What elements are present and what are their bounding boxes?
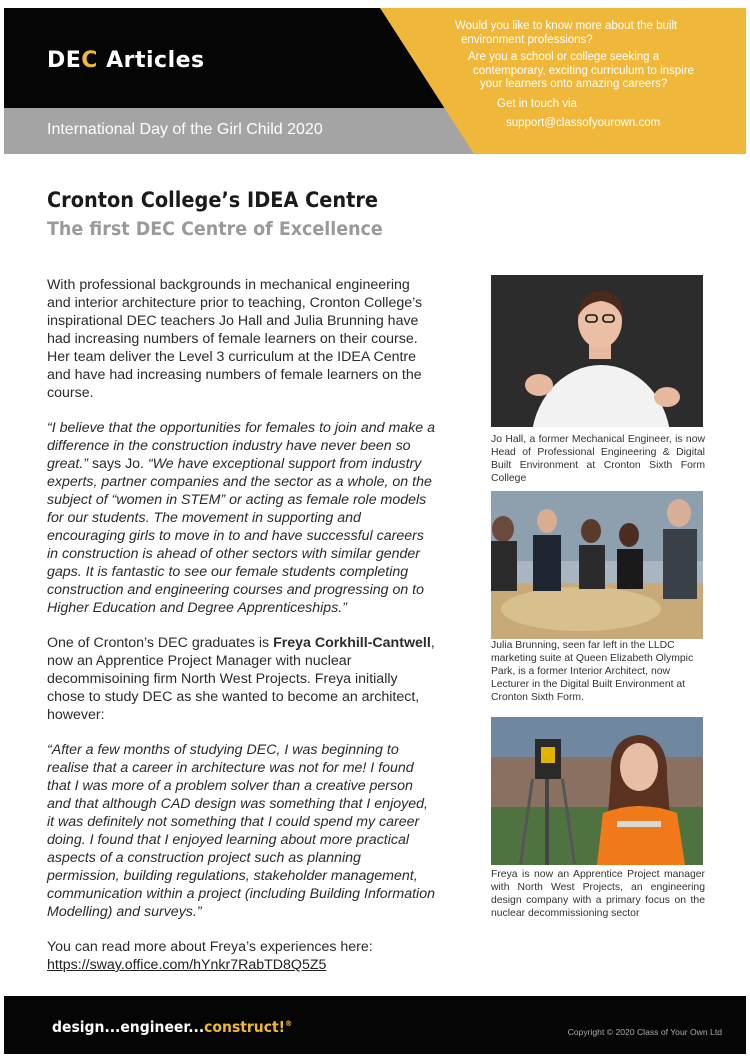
tagline-part: design...engineer... bbox=[52, 1018, 205, 1036]
quote-attribution: says Jo. bbox=[88, 456, 148, 472]
paragraph-freya-quote: “After a few months of studying DEC, I was beginning to realise that a career in architecture was not for me! I found that I was more of a problem solver than a creative person and that although CAD design was something that I enjoyed, it was definitely not something that I could spend my career doing. I found that I enjoyed learning about more practical aspects of a construction project such as planning permission, building regulations, stakeholder management, communication within a project (including Building Information Modelling) and surveys.” bbox=[47, 742, 435, 920]
copyright-text: Copyright © 2020 Class of Your Own Ltd bbox=[567, 1027, 722, 1037]
photo-jo-hall bbox=[491, 275, 703, 427]
paragraph-intro: With professional backgrounds in mechanical engineering and interior architecture prior to teaching, Cronton College’s inspirational DEC teachers Jo Hall and Julia Brunning have had increasing numbers of female learners on their course. Her team deliver the Level 3 curriculum at the IDEA Centre and have had increasing numbers of female learners on the course. bbox=[47, 277, 423, 401]
contact-line: Would you like to know more about the built bbox=[455, 20, 678, 32]
contact-line: contemporary, exciting curriculum to inspire bbox=[473, 64, 694, 77]
article-body bbox=[47, 276, 437, 991]
brand-prefix: DE bbox=[47, 48, 82, 73]
read-more-text: You can read more about Freya’s experiences here: bbox=[47, 939, 373, 955]
article-title: Cronton College’s IDEA Centre bbox=[47, 188, 379, 212]
page bbox=[4, 8, 746, 1054]
contact-line: Are you a school or college seeking a bbox=[468, 51, 660, 63]
paragraph-text: One of Cronton’s DEC graduates is bbox=[47, 635, 274, 651]
paragraph-text: , now an Apprentice Project Manager with nuclear decommisoining firm North West Projects. Freya initially chose to study DEC as she wanted to become an architect, however: bbox=[47, 635, 435, 723]
footer-tagline bbox=[52, 1018, 292, 1036]
paragraph-read-more bbox=[47, 938, 437, 974]
contact-line: environment professions? bbox=[461, 33, 593, 46]
paragraph-freya bbox=[47, 634, 437, 724]
freya-name: Freya Corkhill-Cantwell bbox=[273, 635, 431, 651]
header-subtitle: International Day of the Girl Child 2020 bbox=[47, 121, 323, 138]
contact-email[interactable]: support@classofyourown.com bbox=[506, 117, 661, 129]
brand-accent: C bbox=[81, 48, 98, 73]
tagline-accent: construct! bbox=[204, 1018, 286, 1036]
article-subtitle: The first DEC Centre of Excellence bbox=[47, 218, 383, 240]
contact-line: Get in touch via bbox=[497, 97, 577, 110]
paragraph-jo-quote bbox=[47, 419, 437, 617]
contact-box bbox=[444, 20, 744, 131]
photo-freya bbox=[491, 717, 703, 865]
quote-part: “We have exceptional support from industry experts, partner companies and the sector as a whole, on the subject of “women in STEM” or acting as female role models for our students. The movement in supporting and encouraging girls to move in to and have successful careers in construction is ahead of other sectors with similar gender gaps. It is fantastic to see our female students completing construction and engineering courses and progressing on to Higher Education and Degree Apprenticeships.” bbox=[47, 456, 432, 616]
quote-part: “I believe that the opportunities for females to join and make a difference in the construction industry have never been so great.” bbox=[47, 420, 436, 472]
registered-mark: ® bbox=[285, 1018, 293, 1028]
sway-link[interactable]: https://sway.office.com/hYnkr7RabTD8Q5Z5 bbox=[47, 957, 327, 973]
photo-julia-brunning-illustration bbox=[491, 491, 703, 639]
footer-banner bbox=[4, 996, 746, 1054]
header-banner bbox=[4, 8, 746, 154]
contact-line: your learners onto amazing careers? bbox=[480, 78, 668, 90]
photo-jo-hall-illustration bbox=[491, 275, 703, 427]
photo-julia-brunning bbox=[491, 491, 703, 639]
brand-logo bbox=[47, 48, 205, 73]
brand-suffix: Articles bbox=[97, 48, 205, 73]
caption-julia-brunning: Julia Brunning, seen far left in the LLDC marketing suite at Queen Elizabeth Olympic Park, is a former Interior Architect, now Lecturer in the Digital Built Environment at Cronton Sixth Form. bbox=[491, 640, 694, 703]
photo-freya-illustration bbox=[491, 717, 703, 865]
caption-freya: Freya is now an Apprentice Project manager with North West Projects, an engineering design company with a primary focus on the nuclear decommissioning sector bbox=[491, 869, 705, 919]
caption-jo-hall: Jo Hall, a former Mechanical Engineer, is now Head of Professional Engineering & Digital Built Environment at Cronton Sixth Form College bbox=[491, 434, 705, 484]
